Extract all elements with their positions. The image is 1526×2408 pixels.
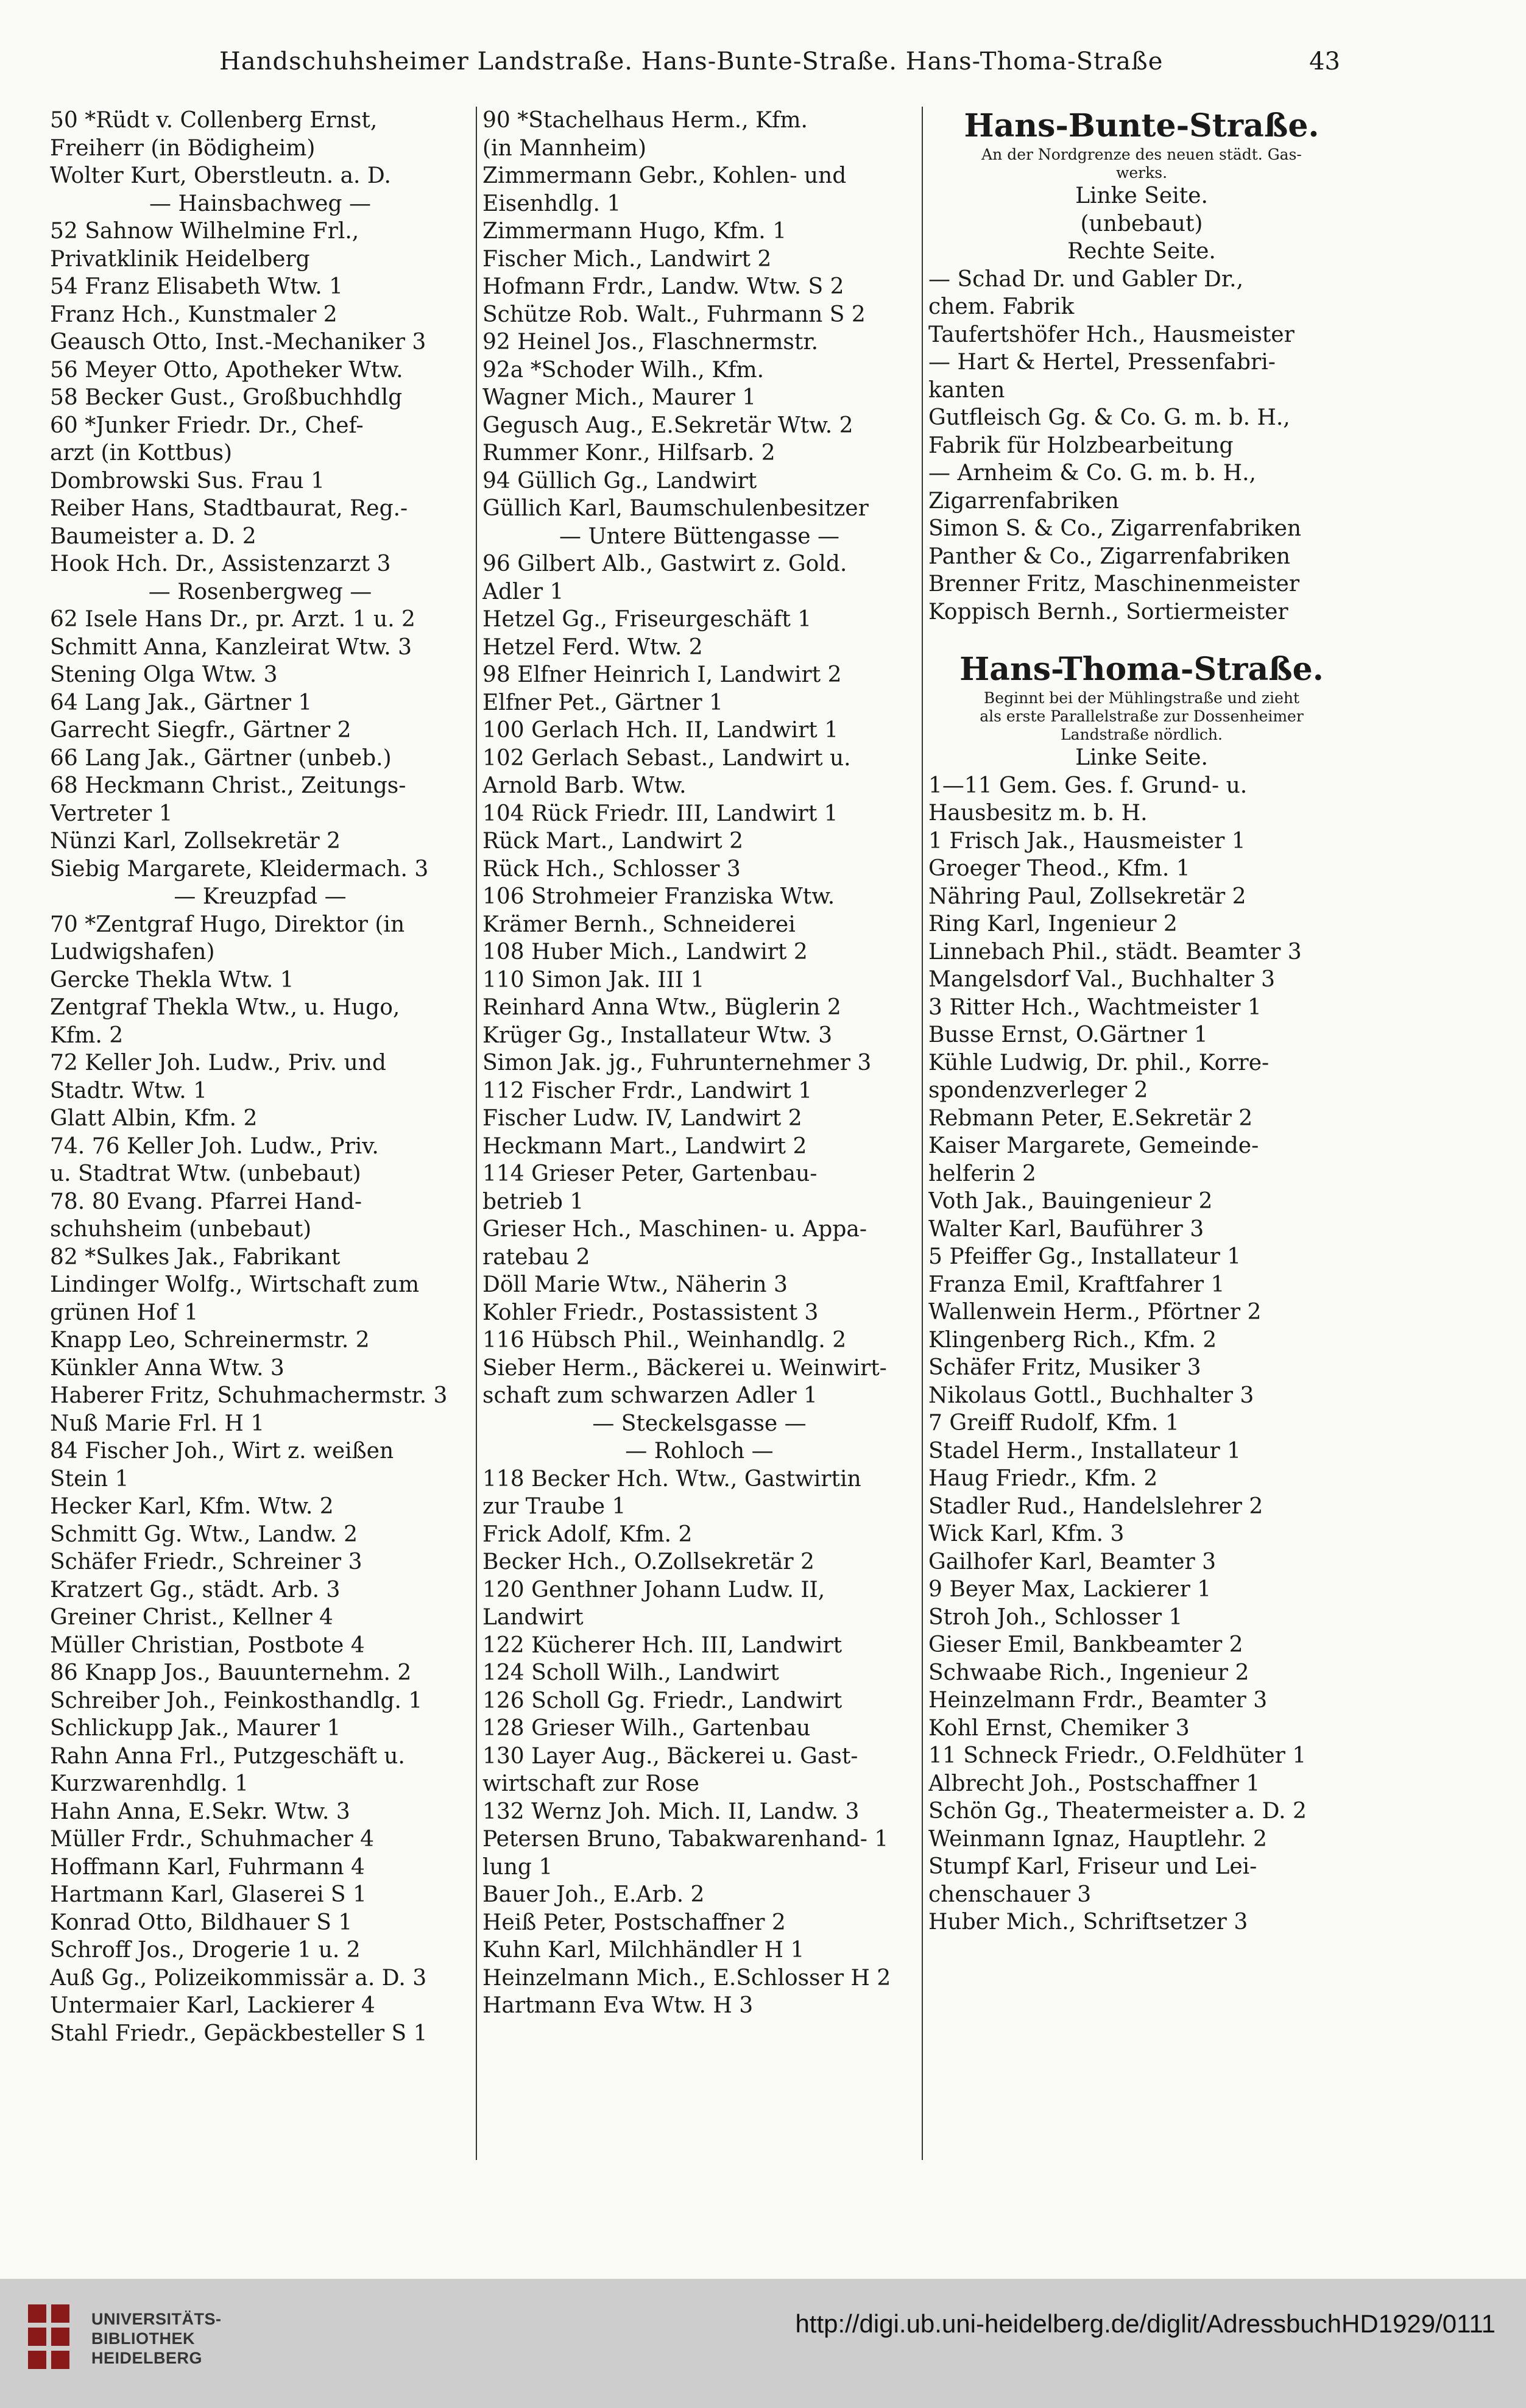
entry-line: 112 Fischer Frdr., Landwirt 1: [482, 1078, 813, 1103]
entry-line: Adler 1: [482, 579, 564, 604]
entry-line: wirtschaft zur Rose: [482, 1771, 699, 1796]
section-title-hans-thoma: Hans-Thoma-Straße.: [959, 651, 1324, 688]
entry-line: Nuß Marie Frl. H 1: [50, 1411, 265, 1436]
entry-line: Schäfer Fritz, Musiker 3: [928, 1355, 1201, 1380]
column-2: [482, 107, 916, 2166]
entry-line: Heinzelmann Frdr., Beamter 3: [928, 1688, 1268, 1713]
library-name: [91, 2309, 222, 2368]
entry-line: Kohl Ernst, Chemiker 3: [928, 1715, 1190, 1741]
entry-line: Stein 1: [50, 1466, 129, 1492]
entry-line: Nünzi Karl, Zollsekretär 2: [50, 829, 341, 854]
entry-line: schaft zum schwarzen Adler 1: [482, 1383, 818, 1408]
entry-line: 130 Layer Aug., Bäckerei u. Gast-: [482, 1743, 858, 1769]
entry-line: Hausbesitz m. b. H.: [928, 801, 1148, 826]
entry-line: 68 Heckmann Christ., Zeitungs-: [50, 773, 406, 798]
entry-line: Haug Friedr., Kfm. 2: [928, 1466, 1158, 1491]
entry-line: chem. Fabrik: [928, 294, 1075, 319]
entry-line: Hetzel Ferd. Wtw. 2: [482, 634, 703, 660]
entry-line: 70 *Zentgraf Hugo, Direktor (in: [50, 912, 405, 937]
column-rule-2: [922, 107, 923, 2160]
entry-line: Stening Olga Wtw. 3: [50, 662, 278, 687]
entry-line: Groeger Theod., Kfm. 1: [928, 856, 1190, 881]
entry-line: Zimmermann Gebr., Kohlen- und: [482, 163, 847, 188]
entry-line: Weinmann Ignaz, Hauptlehr. 2: [928, 1826, 1267, 1852]
entry-line: Rebmann Peter, E.Sekretär 2: [928, 1105, 1253, 1131]
entry-line: helferin 2: [928, 1161, 1036, 1186]
entry-line: Müller Christian, Postbote 4: [50, 1632, 365, 1658]
entry-line: 92a *Schoder Wilh., Kfm.: [482, 357, 765, 383]
entry-line: Kühle Ludwig, Dr. phil., Korre-: [928, 1050, 1270, 1075]
entry-line: Landstraße nördlich.: [1061, 726, 1223, 743]
entry-line: 1 Frisch Jak., Hausmeister 1: [928, 828, 1246, 854]
entry-line: Hook Hch. Dr., Assistenzarzt 3: [50, 551, 391, 576]
entry-line: werks.: [1115, 164, 1168, 182]
entry-line: Fischer Ludw. IV, Landwirt 2: [482, 1106, 802, 1131]
page-number: 43: [1309, 48, 1340, 76]
entry-line: 1—11 Gem. Ges. f. Grund- u.: [928, 773, 1248, 798]
permalink-url[interactable]: http://digi.ub.uni-heidelberg.de/diglit/AdressbuchHD1929/0111: [795, 2309, 1496, 2338]
entry-line: 114 Grieser Peter, Gartenbau-: [482, 1161, 818, 1186]
entry-line: Schmitt Anna, Kanzleirat Wtw. 3: [50, 634, 412, 660]
entry-line: Hahn Anna, E.Sekr. Wtw. 3: [50, 1799, 350, 1824]
entry-line: Grieser Hch., Maschinen- u. Appa-: [482, 1217, 867, 1242]
entry-line: 124 Scholl Wilh., Landwirt: [482, 1660, 779, 1685]
entry-line: 54 Franz Elisabeth Wtw. 1: [50, 274, 343, 299]
entry-line: Gegusch Aug., E.Sekretär Wtw. 2: [482, 413, 853, 438]
entry-line: Kohler Friedr., Postassistent 3: [482, 1300, 819, 1325]
entry-line: Linke Seite.: [1075, 183, 1208, 208]
entry-line: 102 Gerlach Sebast., Landwirt u.: [482, 745, 851, 771]
entry-line: Heinzelmann Mich., E.Schlosser H 2: [482, 1965, 891, 1991]
entry-line: 56 Meyer Otto, Apotheker Wtw.: [50, 357, 403, 383]
entry-line: 94 Güllich Gg., Landwirt: [482, 468, 757, 494]
entry-line: Beginnt bei der Mühlingstraße und zieht: [983, 689, 1300, 707]
entry-line: Kuhn Karl, Milchhändler H 1: [482, 1938, 805, 1963]
entry-line: — Arnheim & Co. G. m. b. H.,: [928, 461, 1256, 486]
entry-line: Schlickupp Jak., Maurer 1: [50, 1716, 341, 1741]
entry-line: 118 Becker Hch. Wtw., Gastwirtin: [482, 1466, 861, 1492]
entry-line: Stadtr. Wtw. 1: [50, 1078, 208, 1103]
entry-line: Freiherr (in Bödigheim): [50, 135, 316, 161]
page-header: [219, 48, 1340, 90]
entry-line: Stroh Joh., Schlosser 1: [928, 1604, 1183, 1630]
entry-line: Schwaabe Rich., Ingenieur 2: [928, 1660, 1249, 1685]
entry-line: Ludwigshafen): [50, 940, 215, 965]
entry-line: Greiner Christ., Kellner 4: [50, 1605, 333, 1630]
entry-line: Schütze Rob. Walt., Fuhrmann S 2: [482, 302, 866, 327]
entry-line: Güllich Karl, Baumschulenbesitzer: [482, 496, 869, 521]
entry-line: als erste Parallelstraße zur Dossenheimer: [980, 707, 1304, 725]
entry-line: chenschauer 3: [928, 1882, 1092, 1907]
entry-line: 66 Lang Jak., Gärtner (unbeb.): [50, 745, 392, 771]
entry-line: Landwirt: [482, 1605, 584, 1630]
entry-line: 116 Hübsch Phil., Weinhandlg. 2: [482, 1328, 847, 1353]
entry-line: Hecker Karl, Kfm. Wtw. 2: [50, 1494, 334, 1519]
entry-line: 128 Grieser Wilh., Gartenbau: [482, 1716, 811, 1741]
entry-line: Nikolaus Gottl., Buchhalter 3: [928, 1383, 1254, 1408]
column-1: [50, 107, 470, 2166]
entry-line: spondenzverleger 2: [928, 1078, 1148, 1103]
entry-line: Schmitt Gg. Wtw., Landw. 2: [50, 1521, 358, 1547]
entry-line: Gailhofer Karl, Beamter 3: [928, 1549, 1217, 1574]
entry-line: An der Nordgrenze des neuen städt. Gas-: [981, 146, 1302, 163]
entry-line: Linke Seite.: [1075, 745, 1208, 770]
entry-line: 11 Schneck Friedr., O.Feldhüter 1: [928, 1743, 1307, 1768]
entry-line: Hoffmann Karl, Fuhrmann 4: [50, 1854, 365, 1880]
entry-line: Sieber Herm., Bäckerei u. Weinwirt-: [482, 1355, 887, 1381]
entry-line: 92 Heinel Jos., Flaschnermstr.: [482, 330, 819, 355]
entry-line: 104 Rück Friedr. III, Landwirt 1: [482, 801, 838, 826]
entry-line: Eisenhdlg. 1: [482, 191, 621, 216]
entry-line: arzt (in Kottbus): [50, 441, 233, 466]
entry-line: 60 *Junker Friedr. Dr., Chef-: [50, 413, 364, 438]
entry-line: Privatklinik Heidelberg: [50, 246, 310, 272]
entry-line: Glatt Albin, Kfm. 2: [50, 1106, 258, 1131]
entry-line: Frick Adolf, Kfm. 2: [482, 1521, 693, 1547]
entry-line: Döll Marie Wtw., Näherin 3: [482, 1272, 788, 1297]
entry-line: Simon Jak. jg., Fuhrunternehmer 3: [482, 1050, 872, 1075]
library-name-line: HEIDELBERG: [91, 2349, 203, 2367]
entry-line: Gercke Thekla Wtw. 1: [50, 967, 294, 993]
entry-line: 5 Pfeiffer Gg., Installateur 1: [928, 1244, 1242, 1269]
entry-line: Vertreter 1: [50, 801, 173, 826]
entry-line: Krüger Gg., Installateur Wtw. 3: [482, 1022, 833, 1048]
entry-line: ratebau 2: [482, 1244, 590, 1270]
entry-line: kanten: [928, 377, 1005, 403]
entry-line: 120 Genthner Johann Ludw. II,: [482, 1577, 825, 1602]
library-name-line: BIBLIOTHEK: [91, 2329, 195, 2348]
entry-line: 90 *Stachelhaus Herm., Kfm.: [482, 108, 808, 133]
section-title-hans-bunte: Hans-Bunte-Straße.: [964, 107, 1319, 144]
entry-line: 126 Scholl Gg. Friedr., Landwirt: [482, 1688, 842, 1713]
entry-line: Ring Karl, Ingenieur 2: [928, 912, 1178, 937]
entry-line: Heiß Peter, Postschaffner 2: [482, 1910, 786, 1935]
entry-line: Walter Karl, Bauführer 3: [928, 1216, 1204, 1242]
entry-line: Zimmermann Hugo, Kfm. 1: [482, 219, 787, 244]
entry-line: Hofmann Frdr., Landw. Wtw. S 2: [482, 274, 844, 299]
entry-line: Kaiser Margarete, Gemeinde-: [928, 1133, 1259, 1158]
library-footer: [0, 2279, 1526, 2408]
entry-line: Zentgraf Thekla Wtw., u. Hugo,: [50, 995, 400, 1020]
entry-line: Stahl Friedr., Gepäckbesteller S 1: [50, 2020, 428, 2046]
entry-line: Rummer Konr., Hilfsarb. 2: [482, 441, 775, 466]
entry-line: 64 Lang Jak., Gärtner 1: [50, 690, 313, 715]
entry-line: Schäfer Friedr., Schreiner 3: [50, 1549, 362, 1574]
entry-line: Franza Emil, Kraftfahrer 1: [928, 1272, 1225, 1297]
entry-line: — Rohloch —: [625, 1439, 774, 1464]
entry-line: (unbebaut): [1080, 211, 1203, 236]
entry-line: Kfm. 2: [50, 1022, 124, 1048]
entry-line: Künkler Anna Wtw. 3: [50, 1355, 284, 1381]
column-3: [928, 107, 1355, 2166]
entry-line: Krämer Bernh., Schneiderei: [482, 912, 796, 937]
entry-line: Garrecht Siegfr., Gärtner 2: [50, 718, 351, 743]
library-name-line: UNIVERSITÄTS-: [91, 2310, 222, 2328]
entry-line: (in Mannheim): [482, 135, 647, 161]
entry-line: Franz Hch., Kunstmaler 2: [50, 302, 337, 327]
entry-line: 62 Isele Hans Dr., pr. Arzt. 1 u. 2: [50, 607, 415, 632]
entry-line: — Steckelsgasse —: [592, 1411, 807, 1436]
entry-line: Simon S. & Co., Zigarrenfabriken: [928, 516, 1302, 541]
entry-line: Haberer Fritz, Schuhmachermstr. 3: [50, 1383, 448, 1408]
entry-line: Mangelsdorf Val., Buchhalter 3: [928, 967, 1276, 992]
entry-line: Klingenberg Rich., Kfm. 2: [928, 1327, 1217, 1353]
entry-line: Knapp Leo, Schreinermstr. 2: [50, 1328, 370, 1353]
entry-line: 96 Gilbert Alb., Gastwirt z. Gold.: [482, 551, 847, 576]
entry-line: 132 Wernz Joh. Mich. II, Landw. 3: [482, 1799, 860, 1824]
entry-line: 74. 76 Keller Joh. Ludw., Priv.: [50, 1133, 379, 1159]
entry-line: Rück Mart., Landwirt 2: [482, 829, 743, 854]
entry-line: Koppisch Bernh., Sortiermeister: [928, 599, 1288, 625]
entry-line: 82 *Sulkes Jak., Fabrikant: [50, 1244, 341, 1270]
entry-line: 122 Kücherer Hch. III, Landwirt: [482, 1632, 842, 1658]
entry-line: Schön Gg., Theatermeister a. D. 2: [928, 1799, 1307, 1824]
running-title: Handschuhsheimer Landstraße. Hans-Bunte-Straße. Hans-Thoma-Straße: [219, 48, 1164, 76]
entry-line: lung 1: [482, 1854, 553, 1880]
entry-line: Dombrowski Sus. Frau 1: [50, 468, 325, 494]
entry-line: Müller Frdr., Schuhmacher 4: [50, 1827, 375, 1852]
entry-line: Kratzert Gg., städt. Arb. 3: [50, 1577, 341, 1602]
entry-line: 58 Becker Gust., Großbuchhdlg: [50, 385, 403, 410]
entry-line: — Rosenbergweg —: [148, 579, 372, 604]
entry-line: Wallenwein Herm., Pförtner 2: [928, 1300, 1262, 1325]
entry-line: Wagner Mich., Maurer 1: [482, 385, 757, 410]
entry-line: u. Stadtrat Wtw. (unbebaut): [50, 1161, 361, 1186]
entry-line: Arnold Barb. Wtw.: [482, 773, 687, 798]
entry-line: 108 Huber Mich., Landwirt 2: [482, 940, 808, 965]
entry-line: Rahn Anna Frl., Putzgeschäft u.: [50, 1743, 405, 1769]
entry-line: 50 *Rüdt v. Collenberg Ernst,: [50, 108, 378, 133]
entry-line: 9 Beyer Max, Lackierer 1: [928, 1577, 1212, 1602]
entry-line: Heckmann Mart., Landwirt 2: [482, 1133, 807, 1159]
entry-line: Gieser Emil, Bankbeamter 2: [928, 1632, 1243, 1657]
entry-line: Zigarrenfabriken: [928, 488, 1119, 514]
entry-line: — Schad Dr. und Gabler Dr.,: [928, 266, 1244, 292]
university-library-logo-icon: [23, 2298, 75, 2378]
entry-line: betrieb 1: [482, 1189, 584, 1214]
entry-line: Konrad Otto, Bildhauer S 1: [50, 1910, 353, 1935]
entry-line: 52 Sahnow Wilhelmine Frl.,: [50, 219, 359, 244]
entry-line: 100 Gerlach Hch. II, Landwirt 1: [482, 718, 839, 743]
entry-line: Taufertshöfer Hch., Hausmeister: [928, 322, 1295, 347]
entry-line: — Untere Büttengasse —: [559, 523, 839, 549]
entry-line: Albrecht Joh., Postschaffner 1: [928, 1771, 1260, 1796]
entry-line: grünen Hof 1: [50, 1300, 199, 1325]
entry-line: Wick Karl, Kfm. 3: [928, 1521, 1125, 1546]
entry-line: Hartmann Eva Wtw. H 3: [482, 1993, 754, 2018]
entry-line: Busse Ernst, O.Gärtner 1: [928, 1022, 1208, 1047]
entry-line: 7 Greiff Rudolf, Kfm. 1: [928, 1411, 1179, 1436]
entry-line: Untermaier Karl, Lackierer 4: [50, 1993, 375, 2018]
entry-line: Baumeister a. D. 2: [50, 523, 256, 549]
entry-line: Elfner Pet., Gärtner 1: [482, 690, 723, 715]
entry-line: Brenner Fritz, Maschinenmeister: [928, 572, 1300, 597]
entry-line: 110 Simon Jak. III 1: [482, 967, 705, 993]
entry-line: Linnebach Phil., städt. Beamter 3: [928, 939, 1302, 965]
entry-line: Auß Gg., Polizeikommissär a. D. 3: [50, 1965, 427, 1991]
entry-line: Hetzel Gg., Friseurgeschäft 1: [482, 607, 812, 632]
entry-line: Rechte Seite.: [1067, 239, 1216, 264]
entry-line: — Hart & Hertel, Pressenfabri-: [928, 350, 1276, 375]
entry-line: Rück Hch., Schlosser 3: [482, 856, 741, 882]
entry-line: Wolter Kurt, Oberstleutn. a. D.: [50, 163, 391, 188]
entry-line: 3 Ritter Hch., Wachtmeister 1: [928, 994, 1262, 1020]
entry-line: Fischer Mich., Landwirt 2: [482, 246, 772, 272]
entry-line: zur Traube 1: [482, 1494, 626, 1519]
entry-line: Voth Jak., Bauingenieur 2: [928, 1189, 1213, 1214]
entry-line: Reinhard Anna Wtw., Büglerin 2: [482, 995, 841, 1020]
entry-line: 86 Knapp Jos., Bauunternehm. 2: [50, 1660, 412, 1685]
entry-line: Bauer Joh., E.Arb. 2: [482, 1882, 705, 1907]
entry-line: Stadler Rud., Handelslehrer 2: [928, 1493, 1263, 1519]
entry-line: Nähring Paul, Zollsekretär 2: [928, 884, 1246, 909]
entry-line: Huber Mich., Schriftsetzer 3: [928, 1910, 1248, 1935]
entry-line: 78. 80 Evang. Pfarrei Hand-: [50, 1189, 362, 1214]
entry-line: 84 Fischer Joh., Wirt z. weißen: [50, 1439, 394, 1464]
entry-line: Kurzwarenhdlg. 1: [50, 1771, 249, 1796]
column-rule-1: [476, 107, 477, 2160]
entry-line: Geausch Otto, Inst.-Mechaniker 3: [50, 330, 426, 355]
entry-line: — Hainsbachweg —: [149, 191, 371, 216]
entry-line: — Kreuzpfad —: [174, 884, 347, 909]
entry-line: 98 Elfner Heinrich I, Landwirt 2: [482, 662, 842, 687]
entry-line: 72 Keller Joh. Ludw., Priv. und: [50, 1050, 386, 1075]
entry-line: Gutfleisch Gg. & Co. G. m. b. H.,: [928, 405, 1290, 430]
entry-line: schuhsheim (unbebaut): [50, 1217, 312, 1242]
entry-line: 106 Strohmeier Franziska Wtw.: [482, 884, 835, 909]
entry-line: Reiber Hans, Stadtbaurat, Reg.-: [50, 496, 408, 521]
entry-line: Becker Hch., O.Zollsekretär 2: [482, 1549, 814, 1574]
entry-line: Lindinger Wolfg., Wirtschaft zum: [50, 1272, 420, 1297]
entry-line: Schroff Jos., Drogerie 1 u. 2: [50, 1938, 361, 1963]
entry-line: Schreiber Joh., Feinkosthandlg. 1: [50, 1688, 423, 1713]
entry-line: Panther & Co., Zigarrenfabriken: [928, 544, 1291, 569]
entry-line: Hartmann Karl, Glaserei S 1: [50, 1882, 367, 1907]
entry-line: Petersen Bruno, Tabakwarenhand- 1: [482, 1827, 889, 1852]
entry-line: Stadel Herm., Installateur 1: [928, 1438, 1242, 1464]
entry-line: Siebig Margarete, Kleidermach. 3: [50, 856, 429, 882]
entry-line: Fabrik für Holzbearbeitung: [928, 433, 1234, 458]
entry-line: Stumpf Karl, Friseur und Lei-: [928, 1854, 1257, 1879]
